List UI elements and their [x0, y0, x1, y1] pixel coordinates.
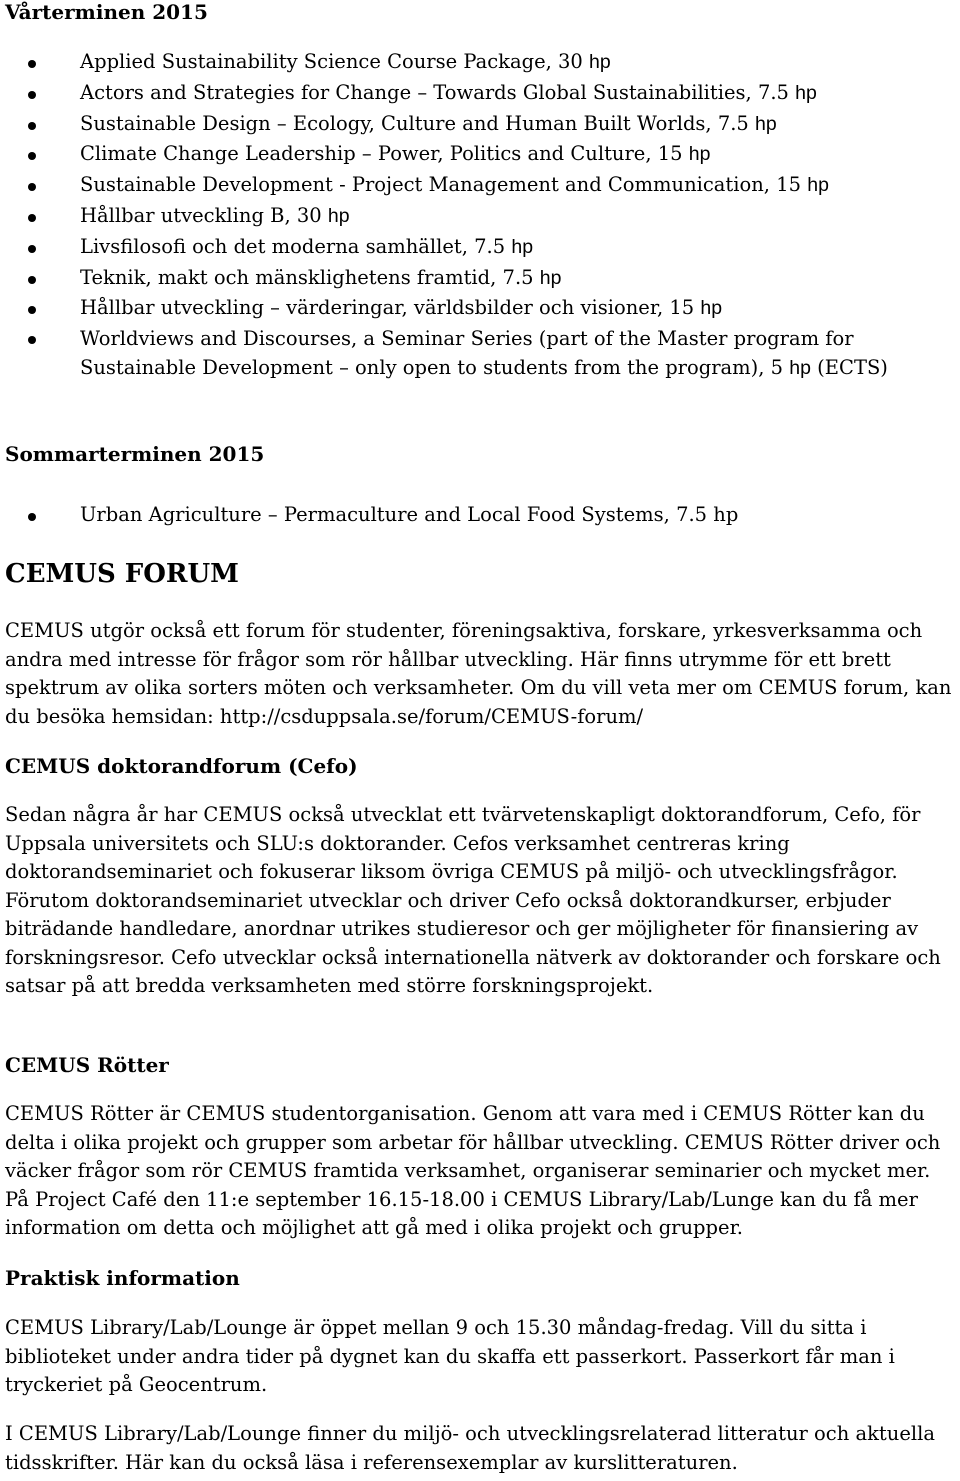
summer-heading: Sommarterminen 2015 — [5, 442, 265, 466]
list-item: Hållbar utveckling – värderingar, världsbilder och visioner, 15 hp — [5, 293, 957, 324]
list-item: Sustainable Development - Project Management and Communication, 15 hp — [5, 170, 957, 201]
practical-heading: Praktisk information — [5, 1266, 240, 1290]
practical-paragraph-1: CEMUS Library/Lab/Lounge är öppet mellan 9 och 15.30 måndag-fredag. Vill du sitta i biblioteket under andra tider på dygnet kan du skaffa ett passerkort. Passerkort får man i tryckeriet på Geocentrum. — [5, 1316, 895, 1396]
list-item: Teknik, makt och mänsklighetens framtid, 7.5 hp — [5, 263, 957, 294]
list-item: Applied Sustainability Science Course Package, 30 hp — [5, 47, 957, 78]
list-item: Climate Change Leadership – Power, Politics and Culture, 15 hp — [5, 139, 957, 170]
list-item: Urban Agriculture – Permaculture and Local Food Systems, 7.5 hp — [5, 500, 957, 531]
forum-heading: CEMUS FORUM — [5, 559, 239, 589]
bullet-icon — [28, 60, 36, 68]
list-item: Sustainable Design – Ecology, Culture and Human Built Worlds, 7.5 hp — [5, 109, 957, 140]
rotter-heading: CEMUS Rötter — [5, 1053, 169, 1077]
cefo-heading: CEMUS doktorandforum (Cefo) — [5, 754, 358, 778]
bullet-icon — [28, 336, 36, 344]
list-item: Worldviews and Discourses, a Seminar Series (part of the Master program for Sustainable Development – only open to students from the program), 5 hp (ECTS) — [5, 324, 957, 382]
bullet-icon — [28, 183, 36, 191]
spring-course-list — [5, 47, 957, 382]
list-item: Actors and Strategies for Change – Towards Global Sustainabilities, 7.5 hp — [5, 78, 957, 109]
practical-paragraph-2: I CEMUS Library/Lab/Lounge finner du miljö- och utvecklingsrelaterad litteratur och aktuella tidsskrifter. Här kan du också läsa i referensexemplar av kurslitteraturen. — [5, 1422, 935, 1474]
summer-course-list — [5, 500, 957, 531]
list-item: Livsfilosofi och det moderna samhället, 7.5 hp — [5, 232, 957, 263]
rotter-paragraph: CEMUS Rötter är CEMUS studentorganisation. Genom att vara med i CEMUS Rötter kan du delta i olika projekt och grupper som arbetar för hållbar utveckling. CEMUS Rötter driver och väcker frågor som rör CEMUS framtida verksamhet, organiserar seminarier och mycket mer. På Project Café den 11:e september 16.15-18.00 i CEMUS Library/Lab/Lunge kan du få mer information om detta och möjlighet att gå med i olika projekt och grupper. — [5, 1102, 941, 1239]
bullet-icon — [28, 513, 36, 521]
bullet-icon — [28, 214, 36, 222]
bullet-icon — [28, 276, 36, 284]
spring-heading: Vårterminen 2015 — [5, 0, 208, 24]
bullet-icon — [28, 122, 36, 130]
bullet-icon — [28, 306, 36, 314]
bullet-icon — [28, 152, 36, 160]
forum-paragraph: CEMUS utgör också ett forum för studenter, föreningsaktiva, forskare, yrkesverksamma och andra med intresse för frågor som rör hållbar utveckling. Här finns utrymme för ett brett spektrum av olika sorters möten och verksamheter. Om du vill veta mer om CEMUS forum, kan du besöka hemsidan: http://csduppsala.se/forum/CEMUS-forum/ — [5, 619, 952, 728]
cefo-paragraph: Sedan några år har CEMUS också utvecklat ett tvärvetenskapligt doktorandforum, Cefo, för Uppsala universitets och SLU:s doktorander. Cefos verksamhet centreras kring doktorandseminariet och fokuserar liksom övriga CEMUS på miljö- och utvecklingsfrågor. Förutom doktorandseminariet utvecklar och driver Cefo också doktorandkurser, erbjuder biträdande handledare, anordnar utrikes studieresor och ger möjligheter för finansiering av forskningsresor. Cefo utvecklar också internationella nätverk av doktorander och forskare och satsar på att bredda verksamheten med större forskningsprojekt. — [5, 803, 941, 997]
list-item: Hållbar utveckling B, 30 hp — [5, 201, 957, 232]
bullet-icon — [28, 91, 36, 99]
bullet-icon — [28, 245, 36, 253]
